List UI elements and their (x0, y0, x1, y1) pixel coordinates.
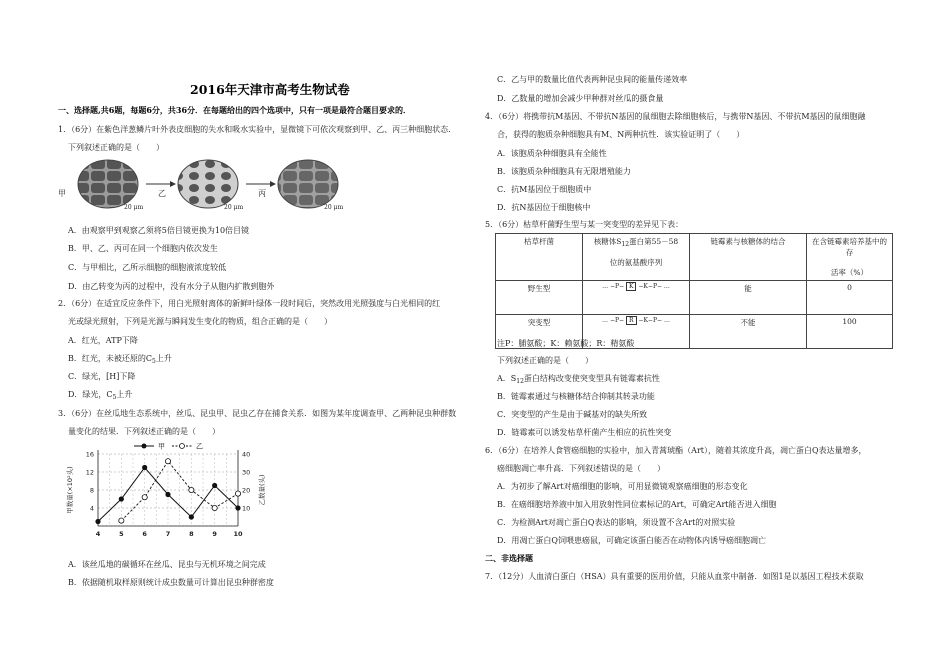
q5-option-a: A．$S_{12}$蛋白结构改变使突变型具有链霉素抗性 (497, 374, 660, 385)
q3-option-a: A．该丝瓜地的碳循环在丝瓜、昆虫与无机环境之间完成 (68, 560, 266, 569)
data-point-yi (165, 459, 170, 464)
legend-marker-jia (142, 444, 147, 449)
y-tick-label-left: 8 (89, 486, 94, 495)
sequence-cell: … −P− R −K−P− … (583, 315, 690, 349)
table-header: 在含链霉素培养基中的存 活率（%） (807, 234, 893, 281)
data-point-jia (142, 465, 147, 470)
q5-option-b: B．链霉素通过与核糖体结合抑制其转录功能 (497, 392, 655, 401)
q5-ask: 下列叙述正确的是（ ） (497, 356, 593, 365)
q4-option-b: B．该胞质杂种细胞具有无限增殖能力 (497, 167, 631, 176)
x-tick-label: 7 (165, 530, 171, 538)
q3-stem: 3．（6分）在丝瓜地生态系统中，丝瓜、昆虫甲、昆虫乙存在捕食关系．如图为某年度调查甲、乙两种昆虫种群数 (58, 409, 457, 418)
x-tick-label: 10 (233, 530, 243, 538)
y-axis-label-left: 甲数量(×10²头) (66, 466, 74, 514)
q2-option-c: C．绿光，[H]下降 (68, 372, 136, 381)
q1-stem: 下列叙述正确的是（ ） (68, 143, 164, 152)
q5-stem: 5．（6分）枯草杆菌野生型与某一突变型的差异见下表： (485, 220, 684, 229)
data-point-jia (165, 492, 170, 497)
y-tick-label-left: 16 (85, 450, 94, 459)
scale-bar: 20 μm (224, 204, 244, 211)
q3-population-chart (58, 440, 278, 555)
sequence-cell: … −P− K −K−P− … (583, 281, 690, 315)
y-tick-label-left: 12 (85, 468, 94, 477)
cell-image-yi (178, 160, 238, 208)
data-point-jia (119, 496, 124, 501)
legend-label-yi: 乙 (196, 442, 203, 451)
section-heading-choice: 一、选择题,共6题，每题6分，共36分．在每题给出的四个选项中，只有一项是最符合题目要求的． (58, 105, 412, 115)
q6-option-d: D．用凋亡蛋白Q饲喂患癌鼠，可确定该蛋白能否在动物体内诱导癌细胞凋亡 (497, 536, 766, 545)
table-cell: 100 (807, 315, 893, 349)
y-axis-label-right: 乙数量(头) (258, 474, 266, 506)
cell-image-jia (78, 160, 138, 208)
x-tick-label: 9 (212, 530, 217, 538)
x-tick-label: 6 (142, 530, 147, 538)
q1-cell-figure (58, 158, 348, 212)
data-point-yi (189, 487, 194, 492)
q6-option-b: B．在癌细胞培养液中加入用放射性同位素标记的Art，可确定Art能否进入细胞 (497, 500, 777, 509)
q5-option-c: C．突变型的产生是由于碱基对的缺失所致 (497, 410, 648, 419)
q2-option-a: A．红光，ATP下降 (68, 336, 138, 345)
y-tick-label-right: 30 (242, 468, 251, 477)
legend-marker-yi (180, 444, 185, 449)
y-tick-label-left: 4 (89, 504, 94, 513)
data-point-jia (95, 519, 100, 524)
table-cell: 不能 (690, 315, 807, 349)
scale-bar: 20 μm (324, 204, 344, 211)
q4-option-d: D．抗N基因位于细胞核中 (497, 203, 591, 212)
q6-stem: 6．（6分）在培养人食管癌细胞的实验中，加入青蒿琥酯（Art），随着其浓度升高，凋亡蛋白Q表达量增多， (485, 446, 867, 455)
data-point-yi (142, 495, 147, 500)
table-cell: 能 (690, 281, 807, 315)
table-header: 枯草杆菌 (496, 234, 583, 281)
q5-option-d: D．链霉素可以诱发枯草杆菌产生相应的抗性突变 (497, 428, 672, 437)
data-point-jia (235, 505, 240, 510)
q2-option-d: D．绿光，$C_5$上升 (68, 390, 133, 401)
legend-label-jia: 甲 (158, 442, 165, 451)
data-point-yi (119, 518, 124, 523)
table-header: 链霉素与核糖体的结合 (690, 234, 807, 281)
data-point-yi (212, 505, 217, 510)
label-yi: 乙 (158, 189, 166, 198)
q6-option-c: C．为检测Art对凋亡蛋白Q表达的影响，须设置不含Art的对照实验 (497, 518, 736, 527)
q2-stem: 光或绿光照射，下列是光源与瞬间发生变化的物质，组合正确的是（ ） (68, 317, 332, 326)
x-tick-label: 5 (119, 530, 124, 538)
table-cell: 野生型 (496, 281, 583, 315)
q4-stem: 4．（6分）将携带抗M基因、不带抗N基因的鼠细胞去除细胞核后，与携带N基因、不带抗M基因的鼠细胞融 (485, 112, 866, 121)
q3-option-b: B．依据随机取样原则统计成虫数量可计算出昆虫种群密度 (68, 578, 274, 587)
data-point-jia (212, 483, 217, 488)
q1-option-b: B．甲、乙、丙可在同一个细胞内依次发生 (68, 244, 218, 253)
table-cell: 突变型 (496, 315, 583, 349)
label-bing: 丙 (258, 189, 266, 198)
q4-option-c: C．抗M基因位于细胞质中 (497, 185, 592, 194)
y-tick-label-right: 10 (242, 504, 251, 513)
q5-table-note: 注P：脯氨酸；K：赖氨酸；R：精氨酸 (497, 339, 635, 348)
table-header: 核糖体$S_{12}$蛋白第55－58 位的氨基酸序列 (583, 234, 690, 281)
q3-stem: 量变化的结果．下列叙述正确的是（ ） (68, 427, 220, 436)
q1-stem: 1．（6分）在紫色洋葱鳞片叶外表皮细胞的失水和吸水实验中，显微镜下可依次观察到甲、乙、丙三种细胞状态． (58, 125, 457, 134)
q3-option-d: D．乙数量的增加会减少甲种群对丝瓜的摄食量 (497, 94, 664, 103)
x-tick-label: 8 (189, 530, 194, 538)
q3-option-c: C．乙与甲的数量比值代表两种昆虫间的能量传递效率 (497, 75, 688, 84)
y-tick-label-right: 20 (242, 486, 251, 495)
table-cell: 0 (807, 281, 893, 315)
y-tick-label-right: 40 (242, 450, 251, 459)
table-row (496, 281, 893, 315)
cell-image-bing (278, 160, 338, 208)
scale-bar: 20 μm (124, 204, 144, 211)
q1-option-c: C．与甲相比，乙所示细胞的细胞液浓度较低 (68, 263, 227, 272)
data-point-yi (235, 491, 240, 496)
q4-option-a: A．该胞质杂种细胞具有全能性 (497, 149, 607, 158)
q4-stem: 合，获得的胞质杂种细胞具有M、N两种抗性．该实验证明了（ ） (497, 130, 745, 139)
q1-option-a: A．由观察甲到观察乙须将5倍目镜更换为10倍目镜 (68, 226, 250, 235)
q5-comparison-table (495, 233, 893, 349)
section-heading-nonchoice: 二、非选择题 (485, 553, 533, 563)
q2-stem: 2．（6分）在适宜反应条件下，用白光照射离体的新鲜叶绿体一段时间后，突然改用光照强度与白光相同的红 (58, 299, 441, 308)
page-title: 2016年天津市高考生物试卷 (190, 82, 350, 97)
q7-stem: 7．（12分）人血清白蛋白（HSA）具有重要的医用价值，只能从血浆中制备．如图1是以基因工程技术获取 (485, 572, 864, 581)
q6-option-a: A．为初步了解Art对癌细胞的影响，可用显微镜观察癌细胞的形态变化 (497, 482, 748, 491)
data-point-jia (189, 514, 194, 519)
q2-option-b: B．红光，未被还原的$C_5$上升 (68, 354, 172, 365)
cell-diagram (58, 158, 348, 212)
q6-stem: 癌细胞凋亡率升高．下列叙述错误的是（ ） (497, 464, 665, 473)
q1-option-d: D．由乙转变为丙的过程中，没有水分子从胞内扩散到胞外 (68, 282, 275, 291)
label-jia: 甲 (58, 189, 66, 198)
x-tick-label: 4 (95, 530, 101, 538)
